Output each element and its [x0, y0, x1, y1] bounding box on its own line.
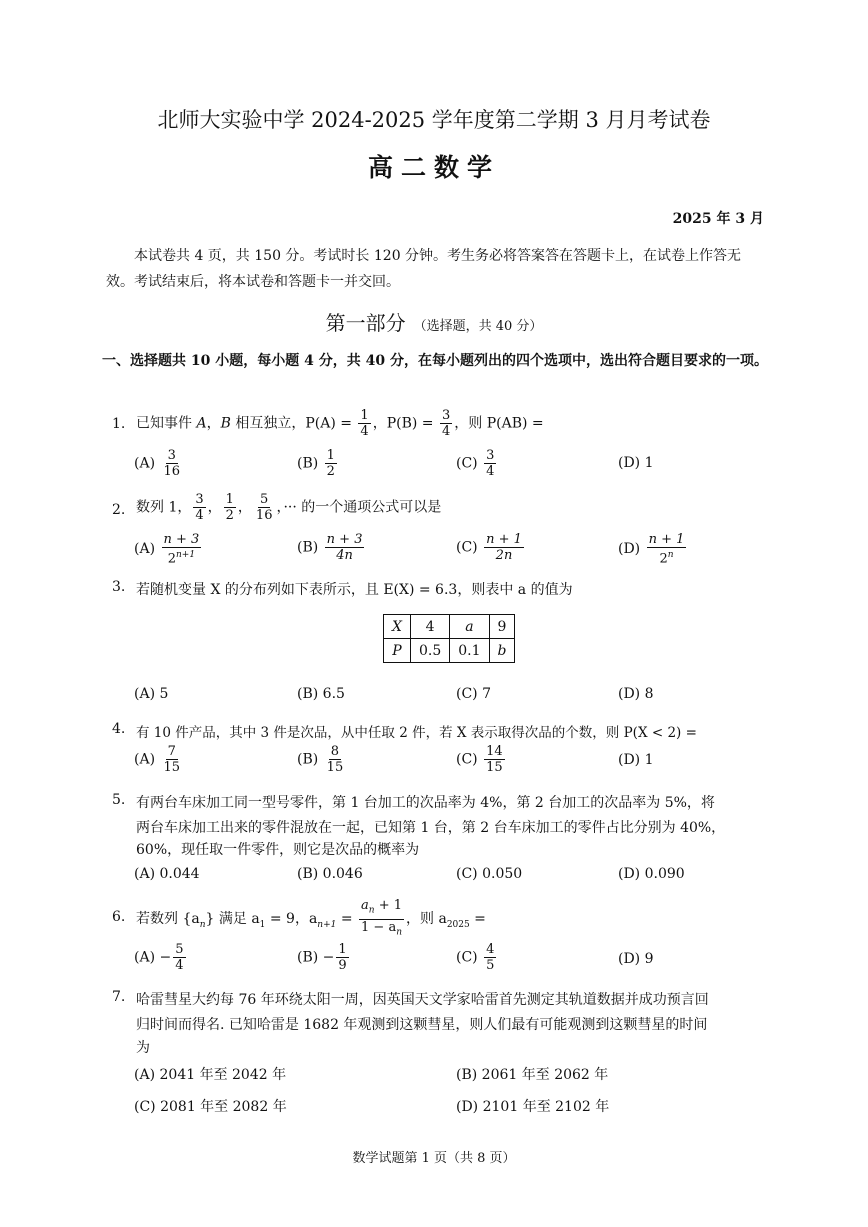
- q2-option-a: [134, 532, 203, 566]
- q6-text-b: } 满足 a: [205, 911, 260, 928]
- q6-option-a-sign: −: [159, 949, 172, 966]
- q5-option-c: [456, 866, 522, 882]
- q7-option-a: [134, 1064, 286, 1084]
- q6-sub-2025: 2025: [446, 919, 470, 930]
- q6-text-e: ，则 a: [406, 911, 447, 928]
- q6-text-a: 若数列 {a: [136, 911, 200, 928]
- q3-option-b-label: (B): [297, 686, 319, 702]
- q1-option-d: [618, 455, 654, 471]
- q3-option-b-text: 6.5: [322, 686, 345, 702]
- q2-frac-3-num: 5: [260, 492, 269, 507]
- q1-option-c: [456, 448, 498, 479]
- q6-option-b-den: 9: [338, 958, 347, 973]
- section-heading: 一、选择题共 10 小题，每小题 4 分，共 40 分，在每小题列出的四个选项中，选出符合题目要求的一项。: [102, 353, 768, 369]
- q7-line-3: 为: [136, 1040, 150, 1056]
- q4-option-b-num: 8: [330, 744, 340, 759]
- q4-option-a: [134, 744, 184, 775]
- q1-stem: [136, 408, 544, 439]
- q2-frac-1: [193, 492, 205, 523]
- q4-option-c: [456, 744, 507, 775]
- q3-option-a-label: (A): [134, 686, 156, 702]
- q2-frac-1-den: 4: [195, 508, 204, 523]
- q7-option-d-label: (D): [456, 1099, 479, 1115]
- q4-number: 4.: [112, 721, 126, 737]
- q7-line-1: 哈雷彗星大约每 76 年环绕太阳一周，因英国天文学家哈雷首先测定其轨道数据并成功预言回: [136, 992, 709, 1008]
- q2-tail: ，··· 的一个通项公式可以是: [276, 499, 442, 516]
- q7-option-c: [134, 1096, 287, 1116]
- q1-pa-den: 4: [360, 424, 369, 439]
- q6-frac-den: 1 − a: [361, 919, 397, 935]
- q1-pa: P(A) =: [305, 415, 357, 432]
- q6-sub-1: 1: [259, 919, 266, 930]
- distribution-table-wrap: [383, 614, 515, 663]
- q5-option-d-label: (D): [618, 866, 641, 882]
- q4-option-c-num: 14: [486, 744, 503, 759]
- q6-number: 6.: [112, 909, 126, 925]
- q6-option-a-den: 4: [175, 958, 184, 973]
- q6-option-c-label: (C): [456, 949, 478, 966]
- q2-option-d-den-sup: n: [667, 550, 674, 560]
- q7-option-c-text: 2081 年至 2082 年: [160, 1099, 287, 1115]
- q1-option-c-num: 3: [486, 448, 495, 463]
- q6-option-c-num: 4: [486, 942, 495, 957]
- q5-option-c-label: (C): [456, 866, 478, 882]
- exam-subject: 高二数学: [367, 153, 500, 182]
- table-cell: b: [489, 639, 515, 663]
- distribution-table: [383, 614, 515, 663]
- q5-line-2: 两台车床加工出来的零件混放在一起，已知第 1 台，第 2 台车床加工的零件占比分别为 40%，: [136, 820, 726, 836]
- q4-option-b-label: (B): [297, 751, 319, 768]
- q6-text-f: =: [469, 911, 486, 928]
- q6-option-d-text: 9: [644, 951, 654, 967]
- q5-option-a: [134, 866, 200, 882]
- q6-option-b-sign: −: [322, 949, 335, 966]
- q3-number: 3.: [112, 579, 126, 595]
- q4-option-b-den: 15: [326, 760, 344, 775]
- q3-option-c: [456, 686, 491, 702]
- q1-option-b: [297, 448, 339, 479]
- q2-option-b-num: n + 3: [326, 532, 363, 547]
- q2-option-b-den: 4n: [336, 548, 353, 563]
- q1-event-b: B: [220, 415, 231, 432]
- q6-frac-num-sub: n: [368, 905, 375, 916]
- q6-option-c: [456, 942, 498, 973]
- q4-option-d-text: 1: [644, 752, 654, 768]
- table-cell: 9: [489, 615, 515, 639]
- q2-option-c-num: n + 1: [486, 532, 522, 547]
- q3-option-c-label: (C): [456, 686, 478, 702]
- q1-option-d-text: 1: [644, 455, 654, 471]
- table-cell: a: [450, 615, 489, 639]
- q1-option-a: [134, 448, 184, 479]
- q4-option-b: [297, 744, 347, 775]
- q2-frac-2-den: 2: [225, 508, 234, 523]
- exam-title: 北师大实验中学 2024-2025 学年度第二学期 3 月月考试卷: [157, 108, 711, 132]
- part-heading: [0, 307, 868, 336]
- q6-frac-den-sub: n: [396, 927, 402, 938]
- q7-option-d-text: 2101 年至 2102 年: [482, 1099, 610, 1115]
- q2-option-d-den: 2: [659, 551, 668, 567]
- q2-option-d-label: (D): [618, 541, 641, 558]
- q3-option-d: [618, 686, 654, 702]
- q2-frac-3: [254, 492, 275, 523]
- q6-option-a: [134, 942, 188, 973]
- q6-sub-n: n: [199, 919, 206, 930]
- q6-option-b-num: 1: [338, 942, 347, 957]
- q5-option-b: [297, 866, 363, 882]
- q3-option-c-text: 7: [482, 686, 492, 702]
- q4-stem: 有 10 件产品，其中 3 件是次品，从中任取 2 件，若 X 表示取得次品的个数，则 P(X < 2) =: [136, 725, 697, 741]
- q2-option-b: [297, 532, 366, 563]
- q1-number: 1.: [112, 416, 126, 432]
- q2-option-c-label: (C): [456, 539, 478, 556]
- table-row: [384, 639, 515, 663]
- q4-option-a-num: 7: [167, 744, 176, 759]
- q5-option-b-label: (B): [297, 866, 319, 882]
- q1-pa-frac: [358, 408, 370, 439]
- q6-option-d-label: (D): [618, 951, 641, 967]
- q1-option-b-den: 2: [326, 464, 335, 479]
- q5-option-c-text: 0.050: [482, 866, 523, 882]
- q1-comma: ，: [206, 415, 221, 432]
- q7-option-d: [456, 1096, 609, 1116]
- q5-option-d-text: 0.090: [644, 866, 685, 882]
- q3-option-a-text: 5: [159, 686, 169, 702]
- table-row: [384, 615, 515, 639]
- q2-sep-2: ，: [237, 499, 252, 516]
- q7-line-2: 归时间而得名. 已知哈雷是 1682 年观测到这颗彗星，则人们最有可能观测到这颗彗星的时间: [136, 1017, 708, 1033]
- q6-sub-n1: n+1: [317, 919, 337, 930]
- q1-option-b-num: 1: [326, 448, 335, 463]
- q6-text-c: = 9，a: [265, 911, 318, 928]
- q1-option-d-label: (D): [618, 455, 641, 471]
- q4-option-a-den: 15: [163, 760, 181, 775]
- q1-option-c-den: 4: [486, 464, 495, 479]
- q4-option-c-label: (C): [456, 751, 478, 768]
- q6-option-b: [297, 942, 351, 973]
- q2-option-b-label: (B): [297, 539, 319, 556]
- q2-option-a-den: 2: [167, 551, 176, 567]
- q5-option-a-text: 0.044: [159, 866, 200, 882]
- q2-option-a-label: (A): [134, 541, 156, 558]
- q3-option-d-text: 8: [644, 686, 654, 702]
- q7-option-b: [456, 1064, 608, 1084]
- q1-pb: ，P(B) =: [372, 415, 438, 432]
- q6-option-b-label: (B): [297, 949, 319, 966]
- q2-sep-1: ，: [207, 499, 222, 516]
- q7-option-b-label: (B): [456, 1067, 478, 1083]
- q1-event-a: A: [196, 415, 207, 432]
- q1-pb-num: 3: [441, 408, 451, 423]
- q2-option-a-num: n + 3: [163, 532, 200, 547]
- q2-frac-3-den: 16: [255, 508, 273, 523]
- page-footer: 数学试题第 1 页（共 8 页）: [352, 1151, 516, 1166]
- q1-pa-num: 1: [360, 408, 369, 423]
- q5-line-3: 60%，现任取一件零件，则它是次品的概率为: [136, 842, 420, 858]
- q2-option-a-den-sup: n+1: [176, 550, 196, 560]
- q1-pb-frac: [440, 408, 452, 439]
- q6-recurrence-frac: [359, 898, 404, 940]
- table-cell: P: [384, 639, 411, 663]
- q1-option-a-label: (A): [134, 455, 156, 472]
- part-title: 第一部分: [325, 311, 406, 335]
- q2-option-c: [456, 532, 526, 563]
- q4-option-a-label: (A): [134, 751, 156, 768]
- instructions: 本试卷共 4 页，共 150 分。考试时长 120 分钟。考生务必将答案答在答题卡上，在试卷上作答无效。考试结束后，将本试卷和答题卡一并交回。: [106, 248, 742, 290]
- q1-option-a-num: 3: [167, 448, 176, 463]
- part-note: （选择题，共 40 分）: [413, 319, 543, 334]
- q6-option-d: [618, 951, 654, 967]
- q7-option-c-label: (C): [134, 1099, 156, 1115]
- q2-text-a: 数列 1，: [136, 499, 192, 516]
- q2-frac-2-num: 1: [225, 492, 234, 507]
- q6-text-d: =: [336, 911, 358, 928]
- q7-number: 7.: [112, 989, 126, 1005]
- q3-option-a: [134, 686, 168, 702]
- table-cell: 0.5: [410, 639, 449, 663]
- q1-option-c-label: (C): [456, 455, 478, 472]
- q5-option-b-text: 0.046: [322, 866, 363, 882]
- q3-option-d-label: (D): [618, 686, 641, 702]
- q6-frac-num-tail: + 1: [374, 898, 403, 913]
- q6-option-a-label: (A): [134, 949, 156, 966]
- q1-pb-den: 4: [441, 424, 451, 439]
- table-cell: X: [384, 615, 411, 639]
- q1-text-b: 相互独立，: [230, 415, 306, 432]
- q6-option-c-den: 5: [486, 958, 495, 973]
- q2-option-d-num: n + 1: [648, 532, 685, 547]
- q1-option-b-label: (B): [297, 455, 319, 472]
- q2-frac-1-num: 3: [195, 492, 204, 507]
- q4-option-d-label: (D): [618, 752, 641, 768]
- q4-option-d: [618, 752, 654, 768]
- q2-option-c-den: 2n: [495, 548, 513, 563]
- exam-date: 2025 年 3 月: [672, 211, 764, 227]
- q2-option-d: [618, 532, 688, 566]
- q1-tail: ，则 P(AB) =: [454, 415, 544, 432]
- q2-frac-2: [224, 492, 236, 523]
- q2-stem: [136, 492, 441, 523]
- table-cell: 4: [410, 615, 449, 639]
- q1-text-a: 已知事件: [136, 415, 197, 432]
- q7-option-a-text: 2041 年至 2042 年: [159, 1067, 287, 1083]
- q5-option-a-label: (A): [134, 866, 156, 882]
- q5-number: 5.: [112, 792, 126, 808]
- table-cell: 0.1: [450, 639, 489, 663]
- q5-line-1: 有两台车床加工同一型号零件，第 1 台加工的次品率为 4%，第 2 台加工的次品率为 5%，将: [136, 795, 715, 811]
- q3-option-b: [297, 686, 345, 702]
- q5-option-d: [618, 866, 685, 882]
- q1-option-a-den: 16: [163, 464, 181, 479]
- q6-stem: [136, 898, 486, 940]
- q3-stem: 若随机变量 X 的分布列如下表所示，且 E(X) = 6.3，则表中 a 的值为: [136, 582, 573, 598]
- q2-number: 2.: [112, 502, 126, 518]
- q7-option-a-label: (A): [134, 1067, 156, 1083]
- q6-option-a-num: 5: [175, 942, 184, 957]
- q7-option-b-text: 2061 年至 2062 年: [481, 1067, 609, 1083]
- q6-frac-num: a: [361, 898, 369, 913]
- q4-option-c-den: 15: [486, 760, 503, 775]
